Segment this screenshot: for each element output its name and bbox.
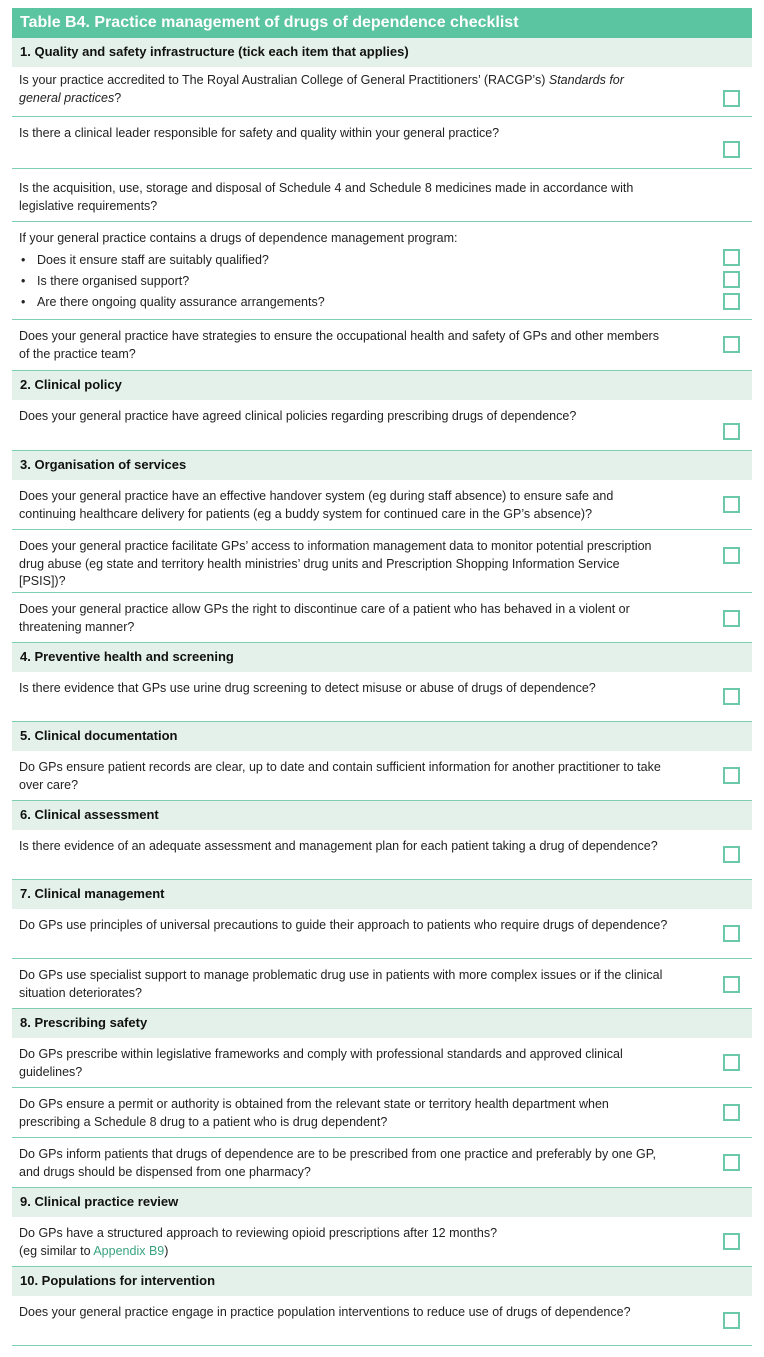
item-text: Does your general practice allow GPs the right to discontinue care of a patient who has behaved in a violent or threatening manner?	[19, 602, 630, 634]
item-text: Do GPs prescribe within legislative frameworks and comply with professional standards and approved clinical guidelines?	[19, 1047, 623, 1079]
checkbox[interactable]	[723, 336, 740, 353]
checklist-item	[12, 117, 752, 169]
checklist-item	[12, 751, 752, 801]
checklist-item	[12, 400, 752, 451]
section-heading-3: 3. Organisation of services	[12, 451, 752, 480]
item-text: Do GPs use principles of universal precautions to guide their approach to patients who require drugs of dependence?	[19, 918, 668, 932]
list-item: • Does it ensure staff are suitably qualified?	[21, 252, 269, 267]
section-heading-7: 7. Clinical management	[12, 880, 752, 909]
checkbox[interactable]	[723, 1054, 740, 1071]
section-heading-1: 1. Quality and safety infrastructure (tick each item that applies)	[12, 38, 752, 67]
list-item: • Is there organised support?	[21, 273, 190, 288]
checkbox[interactable]	[723, 249, 740, 266]
checkbox[interactable]	[723, 271, 740, 288]
item-text-line: (eg similar to Appendix B9)	[19, 1243, 169, 1258]
checkbox[interactable]	[723, 1312, 740, 1329]
checkbox[interactable]	[723, 423, 740, 440]
checklist-item	[12, 1217, 752, 1267]
checklist-item	[12, 830, 752, 880]
checklist-item	[12, 222, 752, 320]
section-heading-4: 4. Preventive health and screening	[12, 643, 752, 672]
item-text: Is the acquisition, use, storage and disposal of Schedule 4 and Schedule 8 medicines made in accordance with legislative requirements?	[19, 181, 634, 213]
checkbox[interactable]	[723, 1104, 740, 1121]
item-text	[19, 1225, 669, 1260]
checklist-item	[12, 672, 752, 722]
checklist-item	[12, 530, 752, 593]
section-heading-5: 5. Clinical documentation	[12, 722, 752, 751]
checkbox[interactable]	[723, 688, 740, 705]
checklist-item	[12, 593, 752, 643]
checklist-item	[12, 1088, 752, 1138]
table-title: Table B4. Practice management of drugs of dependence checklist	[12, 8, 752, 38]
checkbox[interactable]	[723, 1154, 740, 1171]
checkbox[interactable]	[723, 1233, 740, 1250]
checklist-item	[12, 1138, 752, 1188]
list-item: • Are there ongoing quality assurance arrangements?	[21, 294, 325, 309]
item-text: Does your general practice engage in practice population interventions to reduce use of drugs of dependence?	[19, 1305, 631, 1319]
section-heading-9: 9. Clinical practice review	[12, 1188, 752, 1217]
item-text: Does your general practice have an effective handover system (eg during staff absence) to ensure safe and continuing healthcare delivery for patients (eg a buddy system for continued care in the GP’s absence)?	[19, 489, 614, 521]
item-text: Is your practice accredited to The Royal Australian College of General Practitioners’ (RACGP’s) Standards for general practices?	[19, 73, 624, 105]
item-text: Does your general practice facilitate GPs’ access to information management data to monitor potential prescription drug abuse (eg state and territory health ministries’ drug units and Prescription Shopping Information Service [PSIS])?	[19, 539, 652, 588]
section-heading-6: 6. Clinical assessment	[12, 801, 752, 830]
checklist-item	[12, 320, 752, 371]
checklist-item	[12, 169, 752, 222]
appendix-link[interactable]: Appendix B9	[93, 1243, 165, 1258]
checkbox[interactable]	[723, 293, 740, 310]
checkbox[interactable]	[723, 767, 740, 784]
item-text: Do GPs inform patients that drugs of dependence are to be prescribed from one practice and preferably by one GP, and drugs should be dispensed from one pharmacy?	[19, 1147, 656, 1179]
checkbox[interactable]	[723, 547, 740, 564]
checkbox[interactable]	[723, 496, 740, 513]
item-text	[19, 230, 669, 313]
item-text: Do GPs ensure a permit or authority is obtained from the relevant state or territory health department when prescribing a Schedule 8 drug to a patient who is drug dependent?	[19, 1097, 609, 1129]
checklist-item	[12, 67, 752, 117]
item-text: Is there evidence of an adequate assessment and management plan for each patient taking a drug of dependence?	[19, 839, 658, 853]
checkbox[interactable]	[723, 846, 740, 863]
checkbox[interactable]	[723, 976, 740, 993]
checklist-item	[12, 480, 752, 530]
checklist-item	[12, 1038, 752, 1088]
checklist-item	[12, 959, 752, 1009]
checklist-item	[12, 909, 752, 959]
bullet-list	[19, 250, 669, 313]
section-heading-10: 10. Populations for intervention	[12, 1267, 752, 1296]
checkbox[interactable]	[723, 925, 740, 942]
item-text: Do GPs ensure patient records are clear, up to date and contain sufficient information for another practitioner to take over care?	[19, 760, 661, 792]
checkbox[interactable]	[723, 141, 740, 158]
item-intro: If your general practice contains a drugs of dependence management program:	[19, 231, 458, 245]
item-text: Do GPs use specialist support to manage problematic drug use in patients with more complex issues or if the clinical situation deteriorates?	[19, 968, 663, 1000]
checkbox[interactable]	[723, 90, 740, 107]
section-heading-8: 8. Prescribing safety	[12, 1009, 752, 1038]
item-text: Is there evidence that GPs use urine drug screening to detect misuse or abuse of drugs of dependence?	[19, 681, 596, 695]
item-text: Is there a clinical leader responsible for safety and quality within your general practice?	[19, 126, 500, 140]
item-text: Does your general practice have strategies to ensure the occupational health and safety of GPs and other members of the practice team?	[19, 329, 659, 361]
item-text-line: Do GPs have a structured approach to reviewing opioid prescriptions after 12 months?	[19, 1226, 498, 1240]
item-text: Does your general practice have agreed clinical policies regarding prescribing drugs of dependence?	[19, 409, 577, 423]
checklist-item	[12, 1296, 752, 1346]
section-heading-2: 2. Clinical policy	[12, 371, 752, 400]
checkbox[interactable]	[723, 610, 740, 627]
